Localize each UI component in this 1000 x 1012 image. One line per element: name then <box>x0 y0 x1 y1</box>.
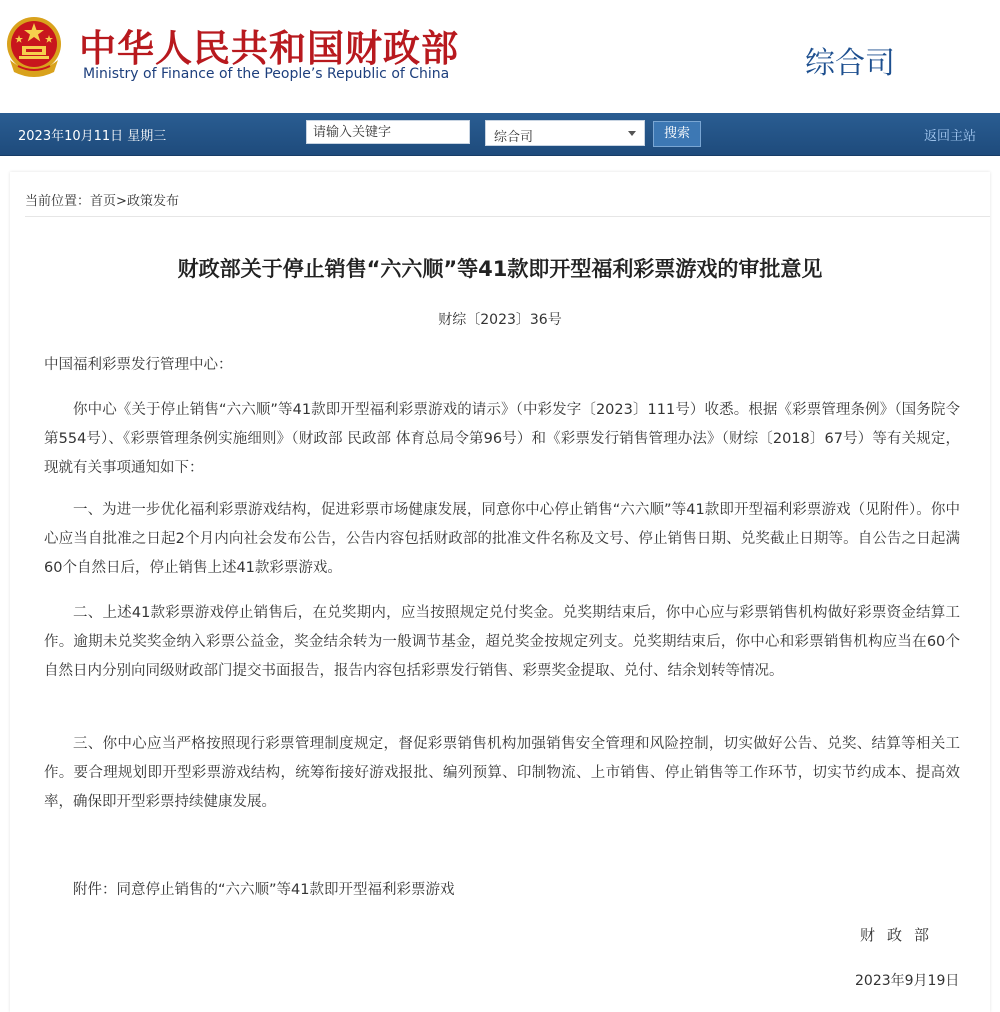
search-button[interactable]: 搜索 <box>653 121 701 147</box>
breadcrumb <box>25 190 179 209</box>
department-select-value: 综合司 <box>494 130 534 145</box>
breadcrumb-prefix: 当前位置： <box>25 194 91 209</box>
chevron-down-icon <box>628 131 636 136</box>
current-date: 2023年10月11日 星期三 <box>18 129 167 144</box>
attachment-note: 附件：同意停止销售的“六六顺”等41款即开型福利彩票游戏 <box>73 882 455 898</box>
department-select[interactable] <box>485 120 645 146</box>
return-home-link[interactable]: 返回主站 <box>924 129 977 144</box>
article-title: 财政部关于停止销售“六六顺”等41款即开型福利彩票游戏的审批意见 <box>177 257 823 281</box>
department-name: 综合司 <box>805 46 895 81</box>
article-paragraph-2: 一、为进一步优化福利彩票游戏结构，促进彩票市场健康发展，同意你中心停止销售“六六顺”等41款即开型福利彩票游戏（见附件）。你中心应当自批准之日起2个月内向社会发布公告，公告内容包括财政部的批准文件名称及文号、停止销售日期、兑奖截止日期等。自公告之日起满60个自然日后，停止销售上述41款彩票游戏。 <box>44 502 960 576</box>
ministry-name-cn: 中华人民共和国财政部 <box>79 27 459 70</box>
article-paragraph-1: 你中心《关于停止销售“六六顺”等41款即开型福利彩票游戏的请示》（中彩发字〔2023〕111号）收悉。根据《彩票管理条例》（国务院令第554号）、《彩票管理条例实施细则》（财政部 民政部 体育总局令第96号）和《彩票发行销售管理办法》（财综〔2018〕67号）等有关规定，现就有关事项通知如下： <box>44 402 960 476</box>
nav-bar <box>0 113 1000 156</box>
search-input[interactable] <box>306 120 470 144</box>
document-number: 财综〔2023〕36号 <box>438 312 562 328</box>
signature: 财政部 <box>860 926 942 944</box>
signature-date: 2023年9月19日 <box>855 973 960 989</box>
ministry-name-en: Ministry of Finance of the People’s Republic of China <box>83 66 450 82</box>
site-header <box>0 0 1000 113</box>
article-paragraph-4: 三、你中心应当严格按照现行彩票管理制度规定，督促彩票销售机构加强销售安全管理和风险控制，切实做好公告、兑奖、结算等相关工作。要合理规划即开型彩票游戏结构，统筹衔接好游戏报批、编列预算、印制物流、上市销售、停止销售等工作环节，切实节约成本、提高效率，确保即开型彩票持续健康发展。 <box>44 736 960 810</box>
breadcrumb-divider <box>25 216 990 217</box>
breadcrumb-separator: > <box>116 194 127 209</box>
breadcrumb-current-link[interactable]: 政策发布 <box>126 194 179 209</box>
breadcrumb-home-link[interactable]: 首页 <box>90 194 117 209</box>
addressee: 中国福利彩票发行管理中心： <box>44 357 233 373</box>
national-emblem-icon <box>4 14 64 78</box>
article-paragraph-3: 二、上述41款彩票游戏停止销售后，在兑奖期内，应当按照规定兑付奖金。兑奖期结束后，你中心应与彩票销售机构做好彩票资金结算工作。逾期未兑奖奖金纳入彩票公益金，奖金结余转为一般调节基金，超兑奖金按规定列支。兑奖期结束后，你中心和彩票销售机构应当在60个自然日内分别向同级财政部门提交书面报告，报告内容包括彩票发行销售、彩票奖金提取、兑付、结余划转等情况。 <box>44 605 960 679</box>
